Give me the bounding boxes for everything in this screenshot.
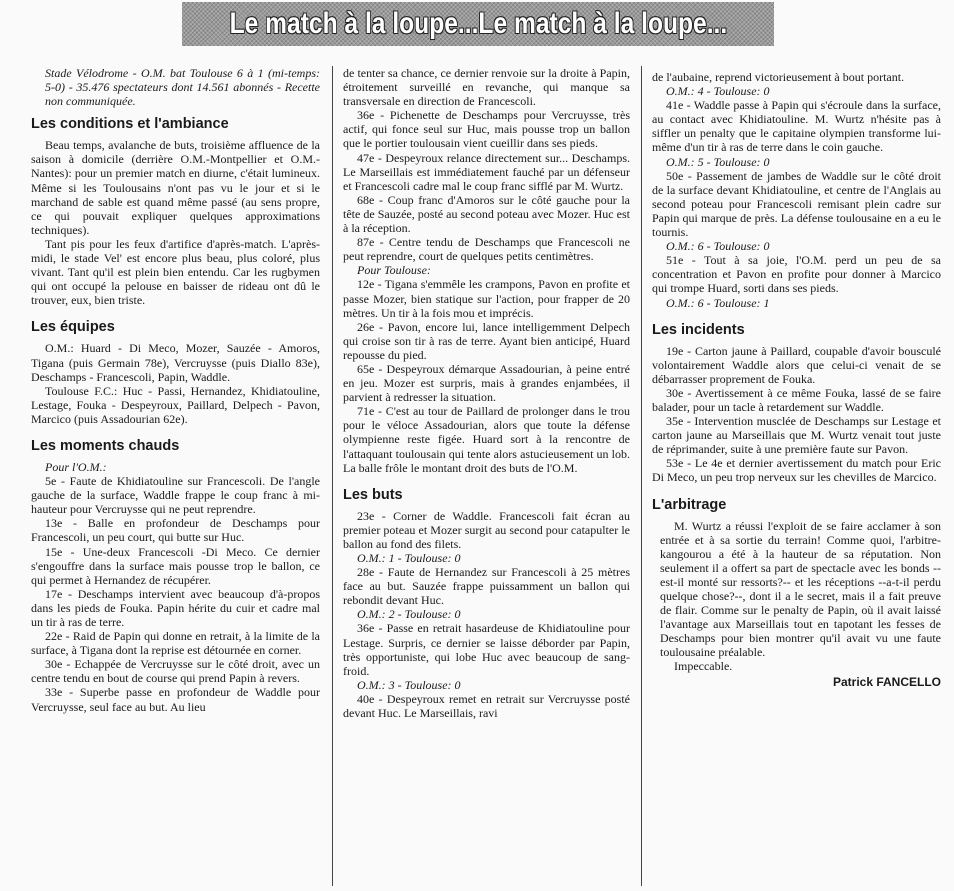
incident-item: 53e - Le 4e et dernier avertissement du match pour Eric Di Meco, un peu trop nerveux sur les chevilles de Marcico. bbox=[652, 456, 941, 485]
column-rule bbox=[332, 66, 333, 886]
moment-item: 13e - Balle en profondeur de Deschamps pour Francescoli, un peu court, qui butte sur Huc. bbox=[31, 516, 320, 545]
goal-item: 50e - Passement de jambes de Waddle sur le côté droit de la surface devant Khidiatouline, et centre de l'Anglais au second poteau pour Francescoli remisant plein cadre sur Papin qui marque de près. La défense toulousaine en a eu le tournis. bbox=[652, 168, 941, 240]
moment-item: 5e - Faute de Khidiatouline sur Francescoli. De l'angle gauche de la surface, Waddle frappe le coup franc à mi-hauteur pour Vercruysse qui ne peut reprendre. bbox=[31, 474, 320, 517]
score-line: O.M.: 4 - Toulouse: 0 bbox=[666, 84, 770, 99]
moment-item: 65e - Despeyroux démarque Assadourian, à peine entré en jeu. Mozer est surpris, mais à grandes enjambées, il parvient à redresser la situation. bbox=[343, 361, 630, 405]
paragraph: Beau temps, avalanche de buts, troisième affluence de la saison à domicile (derrière O.M.-Montpellier et O.M.-Nantes): pour un premier match en diurne, c'était lumineux. Même si les Toulousains n'ont pas vu le jour et si le marchand de sable est quand même passé (au sens propre, ce qui pouvait expliquer quelques approximations techniques). bbox=[31, 138, 320, 237]
moment-item: 71e - C'est au tour de Paillard de prolonger dans le trou pour le véloce Assadourian, alors que toute la défense olympienne reste figée. Huard sort à la rencontre de l'attaquant toulousain qui tente alors astucieusement un lob. La balle frôle le montant droit des buts de l'O.M. bbox=[343, 404, 630, 475]
incident-item: 30e - Avertissement à ce même Fouka, lassé de se faire balader, pour un tacle à retardement sur Waddle. bbox=[652, 385, 941, 414]
heading-buts: Les buts bbox=[343, 486, 403, 503]
column-1 bbox=[31, 66, 320, 714]
moment-item: 15e - Une-deux Francescoli -Di Meco. Ce dernier s'engouffre dans la surface mais pousse trop le ballon, ce qui permet à Hernandez de récupérer. bbox=[31, 544, 320, 587]
score-line: O.M.: 2 - Toulouse: 0 bbox=[357, 607, 461, 622]
heading-conditions: Les conditions et l'ambiance bbox=[31, 116, 229, 133]
moment-item: 87e - Centre tendu de Deschamps que Francescoli ne peut reprendre, court de quelques petits centimètres. bbox=[343, 235, 630, 264]
paragraph: de tenter sa chance, ce dernier renvoie sur la droite à Papin, étroitement surveillé en revanche, qui manque sa transversale en direction de Francescoli. bbox=[343, 66, 630, 109]
heading-moments: Les moments chauds bbox=[31, 437, 180, 454]
score-line: O.M.: 3 - Toulouse: 0 bbox=[357, 677, 461, 692]
moment-item: 30e - Echappée de Vercruysse sur le côté droit, avec un centre tendu en bout de course qui prend Papin à revers. bbox=[31, 657, 320, 686]
goal-item: 23e - Corner de Waddle. Francescoli fait écran au premier poteau et Mozer surgit au second pour catapulter le ballon au fond des filets. bbox=[343, 508, 630, 551]
moment-item: 26e - Pavon, encore lui, lance intelligemment Delpech qui croise son tir à ras de terre. Ayant bien anticipé, Huard repousse du pied. bbox=[343, 319, 630, 362]
score-line: O.M.: 5 - Toulouse: 0 bbox=[666, 154, 770, 169]
goal-item: 41e - Waddle passe à Papin qui s'écroule dans la surface, au contact avec Khidiatouline. M. Wurtz n'hésite pas à siffler un penalty que le capitaine olympien transforme lui-même d'un tir à ras de terre dans le coin gauche. bbox=[652, 98, 941, 155]
paragraph: M. Wurtz a réussi l'exploit de se faire acclamer à son entrée et à sa sortie du terrain! Comme quoi, l'arbitre-kangourou a été à la hauteur de sa réputation. Non seulement il a offert sa part de spectacle avec les bonds --est-il monté sur ressorts?-- et les réceptions --a-t-il perdu quelque chose?--, dont il a le secret, mais il a fait preuve de flair. Comme sur le penalty de Papin, où il avait laissé l'avantage aux Marseillais tout en tapotant les fesses de Deschamps pour bien montrer qu'il avait vu une faute toulousaine préalable. bbox=[660, 518, 941, 660]
moment-item: 47e - Despeyroux relance directement sur... Deschamps. Le Marseillais est immédiatement fauché par un défenseur et Francescoli cadre mal le coup franc sifflé par M. Wurtz. bbox=[343, 150, 630, 193]
team-toulouse: Toulouse F.C.: Huc - Passi, Hernandez, Khidiatouline, Lestage, Fouka - Despeyroux, Paillard, Delpech - Pavon, Marcico (puis Assadourian 62e). bbox=[31, 383, 320, 426]
column-3 bbox=[652, 70, 941, 689]
score-line: O.M.: 6 - Toulouse: 0 bbox=[666, 239, 770, 254]
incident-item: 19e - Carton jaune à Paillard, coupable d'avoir bousculé volontairement Waddle alors que celui-ci venait de se débarrasser proprement de Fouka. bbox=[652, 343, 941, 386]
moment-item: 12e - Tigana s'emmêle les crampons, Pavon en profite et passe Mozer, bien statique sur l'action, pour frapper de 20 mètres. Un tir à la fois mou et imprécis. bbox=[343, 277, 630, 320]
paragraph: Impeccable. bbox=[674, 659, 733, 674]
goal-item: 51e - Tout à sa joie, l'O.M. perd un peu de sa concentration et Pavon en profite pour donner à Marcico qui trompe Huard, sorti dans ses pieds. bbox=[652, 253, 941, 296]
heading-incidents: Les incidents bbox=[652, 321, 745, 338]
column-2 bbox=[343, 66, 630, 720]
subheading-pour-om: Pour l'O.M.: bbox=[45, 459, 107, 474]
goal-item: 28e - Faute de Hernandez sur Francescoli à 25 mètres face au but. Sauzée frappe puissamment un ballon qui rebondit devant Huc. bbox=[343, 565, 630, 608]
goal-item: 36e - Passe en retrait hasardeuse de Khidiatouline pour Lestage. Surpris, ce dernier se laisse déborder par Papin, très opportuniste, qui lobe Huc avec beaucoup de sang-froid. bbox=[343, 621, 630, 678]
heading-equipes: Les équipes bbox=[31, 319, 115, 336]
moment-item: 22e - Raid de Papin qui donne en retrait, à la limite de la surface, à Tigana dont la reprise est détournée en corner. bbox=[31, 629, 320, 658]
column-rule bbox=[641, 66, 642, 886]
goal-item: 40e - Despeyroux remet en retrait sur Vercruysse posté devant Huc. Le Marseillais, ravi bbox=[343, 691, 630, 721]
incident-item: 35e - Intervention musclée de Deschamps sur Lestage et carton jaune au Marseillais que M. Wurtz venait tout juste de réprimander, suite à une première faute sur Pavon. bbox=[652, 414, 941, 457]
author-signature: Patrick FANCELLO bbox=[832, 674, 941, 689]
arbitrage-box bbox=[652, 519, 941, 674]
moment-item: 36e - Pichenette de Deschamps pour Vercruysse, très actif, qui fonce seul sur Huc, mais pousse trop un ballon que le portier toulousain vient cueillir dans ses pieds. bbox=[343, 108, 630, 151]
subheading-pour-toulouse: Pour Toulouse: bbox=[357, 263, 431, 278]
headline-banner bbox=[182, 2, 774, 46]
headline-text: Le match à la loupe...Le match à la loupe... bbox=[229, 7, 727, 40]
match-summary: Stade Vélodrome - O.M. bat Toulouse 6 à 1 (mi-temps: 5-0) - 35.476 spectateurs dont 14.561 abonnés - Recette non communiquée. bbox=[45, 66, 320, 109]
paragraph: de l'aubaine, reprend victorieusement à bout portant. bbox=[652, 70, 905, 84]
heading-arbitrage: L'arbitrage bbox=[652, 496, 727, 513]
score-line: O.M.: 6 - Toulouse: 1 bbox=[666, 295, 770, 310]
team-om: O.M.: Huard - Di Meco, Mozer, Sauzée - Amoros, Tigana (puis Germain 78e), Vercruysse (puis Diallo 83e), Deschamps - Francescoli, Papin, Waddle. bbox=[31, 341, 320, 384]
moment-item: 17e - Deschamps intervient avec beaucoup d'à-propos dans les pieds de Fouka. Papin hérite du cuir et cadre mal un tir à ras de terre. bbox=[31, 586, 320, 629]
paragraph: Tant pis pour les feux d'artifice d'après-match. L'après-midi, le stade Vel' est encore plus beau, plus coloré, plus vivant. Tant qu'il est plein bien entendu. Car les rugbymen qui ont occupé la pelouse en baisser de rideau ont dû le trouver, eux, bien triste. bbox=[31, 236, 320, 308]
moment-item: 33e - Superbe passe en profondeur de Waddle pour Vercruysse, seul face au but. Au lieu bbox=[31, 685, 320, 714]
score-line: O.M.: 1 - Toulouse: 0 bbox=[357, 551, 461, 565]
moment-item: 68e - Coup franc d'Amoros sur le côté gauche pour la tête de Sauzée, posté au second poteau avec Mozer. Huc est à la réception. bbox=[343, 192, 630, 236]
